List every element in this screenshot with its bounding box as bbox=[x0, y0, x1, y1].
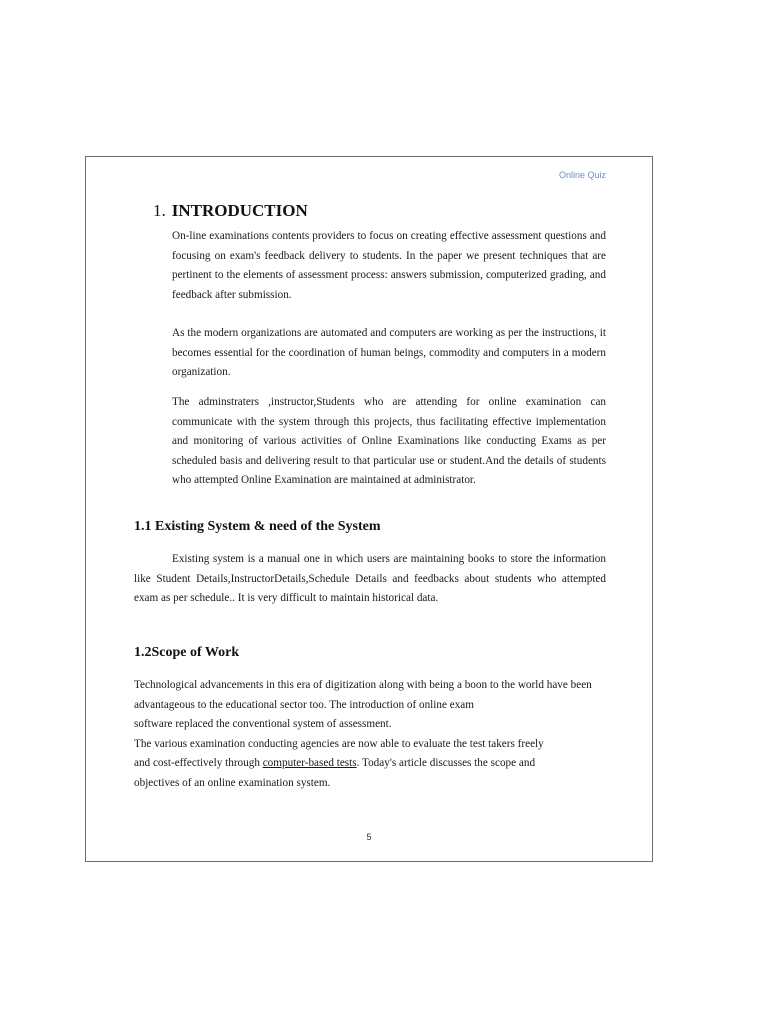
intro-paragraph-3: The adminstraters ,instructor,Students who are attending for online examination can communicate with the system through this projects, thus facilitating effective implementation and monitoring of various activities of Online Examinations like conducting Exams as per scheduled basis and delivering result to that particular use or student.And the details of students who attempted Online Examination are maintained at administrator. bbox=[172, 396, 606, 487]
scope-line-d-pre: and cost-effectively through bbox=[134, 757, 263, 770]
scope-line-d-post: . Today's article discusses the scope and bbox=[356, 757, 536, 770]
scope-of-work-paragraph bbox=[134, 676, 606, 794]
computer-based-tests-link[interactable]: computer-based tests bbox=[262, 757, 357, 770]
existing-system-paragraph: Existing system is a manual one in which users are maintaining books to store the information like Student Details,InstructorDetails,Schedule Details and feedbacks about students who attempted exam as per schedule.. It is very difficult to maintain historical data. bbox=[134, 553, 606, 605]
intro-paragraph-1: On-line examinations contents providers to focus on creating effective assessment questions and focusing on exam's feedback delivery to students. In the paper we present techniques that are pertinent to the elements of assessment process: answers submission, computerized grading, and feedback after submission. bbox=[172, 230, 606, 301]
subsection-heading-scope-of-work: 1.2Scope of Work bbox=[134, 645, 240, 660]
subsection-heading-existing-system: 1.1 Existing System & need of the System bbox=[134, 519, 381, 534]
section-title: INTRODUCTION bbox=[171, 201, 308, 220]
scope-line-c: The various examination conducting agencies are now able to evaluate the test takers freely bbox=[134, 737, 544, 750]
scope-line-e: objectives of an online examination system. bbox=[134, 776, 331, 789]
page-number: 5 bbox=[366, 832, 372, 842]
scope-line-a: Technological advancements in this era of digitization along with being a boon to the world have been advantageous to the educational sector too. The introduction of online exam bbox=[134, 679, 592, 711]
section-heading-introduction bbox=[153, 201, 308, 221]
section-number: 1. bbox=[153, 201, 166, 220]
document-page bbox=[85, 156, 653, 862]
scope-line-b: software replaced the conventional system of assessment. bbox=[134, 718, 392, 731]
intro-paragraph-2: As the modern organizations are automated and computers are working as per the instructions, it becomes essential for the coordination of human beings, commodity and computers in a modern organization. bbox=[172, 327, 606, 379]
running-header: Online Quiz bbox=[558, 170, 606, 180]
